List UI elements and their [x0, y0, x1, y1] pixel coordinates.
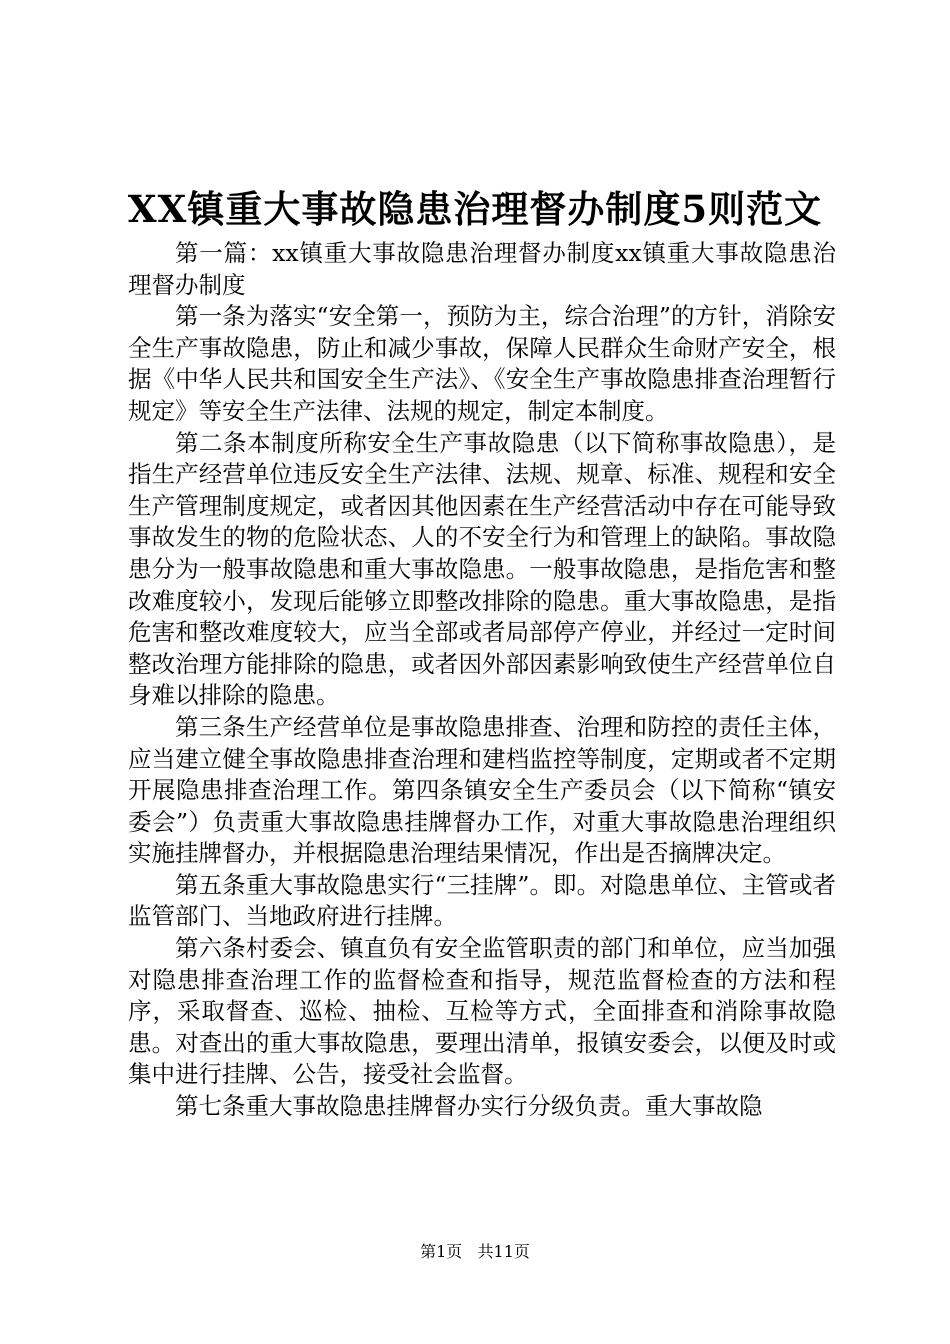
total-pages: 共11页: [477, 1242, 530, 1261]
paragraph: 第一篇：xx镇重大事故隐患治理督办制度xx镇重大事故隐患治理督办制度: [128, 239, 836, 299]
document-body: [128, 238, 836, 1123]
paragraph: 第五条重大事故隐患实行“三挂牌”。即。对隐患单位、主管或者监管部门、当地政府进行挂牌。: [128, 870, 836, 931]
paragraph: 第一条为落实“安全第一，预防为主，综合治理”的方针，消除安全生产事故隐患，防止和减少事故，保障人民群众生命财产安全，根据《中华人民共和国安全生产法》、《安全生产事故隐患排查治理暂行规定》等安全生产法律、法规的规定，制定本制度。: [128, 302, 836, 425]
paragraph: 第六条村委会、镇直负有安全监管职责的部门和单位，应当加强对隐患排查治理工作的监督检查和指导，规范监督检查的方法和程序，采取督查、巡检、抽检、互检等方式，全面排查和消除事故隐患。对查出的重大事故隐患，要理出清单，报镇安委会，以便及时或集中进行挂牌、公告，接受社会监督。: [128, 934, 836, 1089]
paragraph: 第三条生产经营单位是事故隐患排查、治理和防控的责任主体，应当建立健全事故隐患排查治理和建档监控等制度，定期或者不定期开展隐患排查治理工作。第四条镇安全生产委员会（以下简称“镇安委会”）负责重大事故隐患挂牌督办工作，对重大事故隐患治理组织实施挂牌督办，并根据隐患治理结果情况，作出是否摘牌决定。: [128, 712, 836, 868]
page-footer: [0, 1240, 950, 1264]
paragraph: 第七条重大事故隐患挂牌督办实行分级负责。重大事故隐: [175, 1092, 763, 1121]
page-number: 第1页: [420, 1242, 463, 1261]
document-title: XX镇重大事故隐患治理督办制度5则范文: [127, 187, 823, 231]
paragraph: 第二条本制度所称安全生产事故隐患（以下简称事故隐患），是指生产经营单位违反安全生产法律、法规、规章、标准、规程和安全生产管理制度规定，或者因其他因素在生产经营活动中存在可能导致事故发生的物的危险状态、人的不安全行为和管理上的缺陷。事故隐患分为一般事故隐患和重大事故隐患。一般事故隐患，是指危害和整改难度较小，发现后能够立即整改排除的隐患。重大事故隐患，是指危害和整改难度较大，应当全部或者局部停产停业，并经过一定时间整改治理方能排除的隐患，或者因外部因素影响致使生产经营单位自身难以排除的隐患。: [128, 428, 836, 710]
